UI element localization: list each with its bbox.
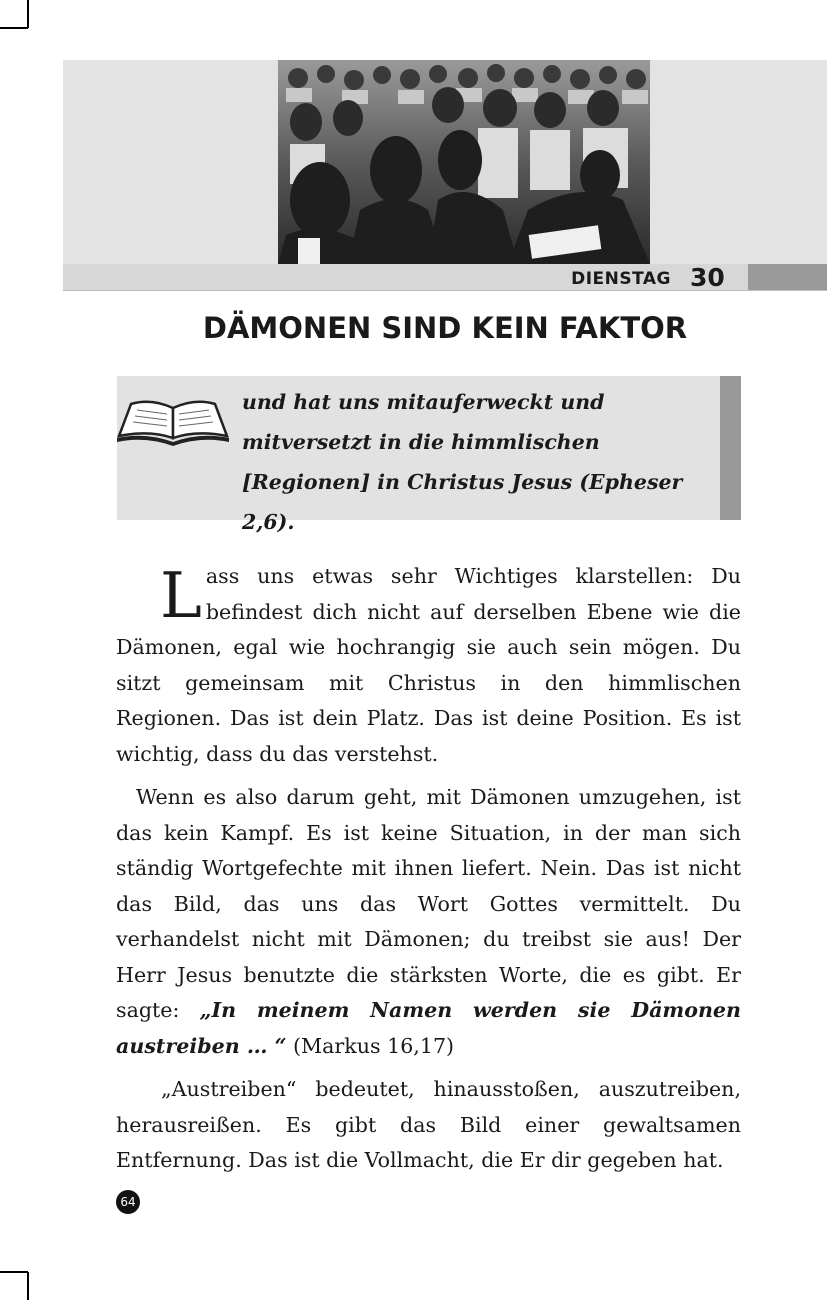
- crop-mark-bottom-horizontal: [0, 1271, 28, 1273]
- page-number: 64: [116, 1190, 140, 1214]
- paragraph-2: [116, 780, 741, 1064]
- paragraph-1: [116, 559, 741, 772]
- page-title: DÄMONEN SIND KEIN FAKTOR: [202, 311, 688, 345]
- crop-mark-top-horizontal: [0, 27, 28, 29]
- paragraph-3: „Austreiben“ bedeutet, hinausstoßen, auszutreiben, herausreißen. Es gibt das Bild einer gewaltsamen Entfernung. Das ist die Vollmacht, die Er dir gegeben hat.: [116, 1077, 741, 1172]
- scripture-reference: (Markus 16,17): [286, 1033, 455, 1058]
- day-number: 30: [690, 263, 725, 292]
- crop-mark-bottom-vertical: [27, 1272, 29, 1300]
- weekday-label: DIENSTAG: [571, 269, 671, 289]
- drop-cap: L: [160, 559, 202, 632]
- paragraph-1-text: ass uns etwas sehr Wichtiges klarstellen: Du befindest dich nicht auf derselben Ebene wie die Dämonen, egal wie hochrangig sie auch sein mögen. Du sitzt gemeinsam mit Christus in den himmlischen Regionen. Das ist dein Platz. Das ist deine Position. Es ist wichtig, dass du das verstehst.: [116, 564, 741, 766]
- verse-side-bar: [720, 376, 741, 520]
- paragraph-2-text: Wenn es also darum geht, mit Dämonen umzugehen, ist das kein Kampf. Es ist keine Situation, in der man sich ständig Wortgefechte mit ihnen liefert. Nein. Das ist nicht das Bild, das uns das Wort Gottes vermittelt. Du verhandelst nicht mit Dämonen; du treibst sie aus! Der Herr Jesus benutzte die stärksten Worte, die es gibt. Er sagte:: [116, 785, 741, 1022]
- body-text: [116, 559, 741, 1179]
- scripture-quote: „In meinem Namen werden sie Dämonen austreiben … “: [116, 998, 741, 1058]
- open-book-icon: [115, 394, 231, 448]
- verse-text: und hat uns mitauferweckt und mitversetzt in die himmlischen [Regionen] in Christus Jesus (Epheser 2,6).: [242, 390, 683, 534]
- date-accent-box: [748, 264, 827, 290]
- crop-mark-top-vertical: [27, 0, 29, 28]
- audience-photo: [278, 60, 650, 264]
